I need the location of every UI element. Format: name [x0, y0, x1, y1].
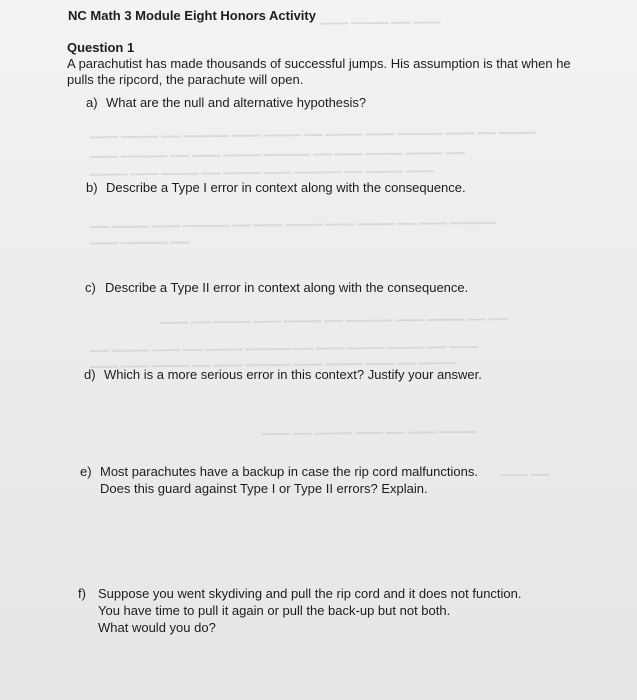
item-text: Which is a more serious error in this context? Justify your answer.: [104, 367, 482, 382]
item-text-line: You have time to pull it again or pull the back-up but not both.: [98, 603, 451, 618]
question-prompt: A parachutist has made thousands of successful jumps. His assumption is that when he pulls the ripcord, the parachute will open.: [67, 56, 571, 87]
worksheet-title: NC Math 3 Module Eight Honors Activity: [68, 8, 316, 23]
item-label: a): [86, 95, 98, 110]
item-text-line: Does this guard against Type I or Type II errors? Explain.: [100, 481, 428, 496]
item-d: [84, 366, 482, 383]
item-a: [86, 94, 366, 111]
item-text: Describe a Type I error in context along with the consequence.: [106, 180, 466, 195]
item-label: b): [86, 180, 98, 195]
item-label: e): [80, 464, 92, 479]
item-e: [80, 463, 550, 497]
item-text-line: Suppose you went skydiving and pull the rip cord and it does not function.: [98, 586, 522, 601]
bleed-through-texture: ▁▁ ▁▁▁▁ ▁▁▁ ▁▁▁▁▁ ▁▁ ▁▁▁ ▁▁▁▁ ▁▁▁ ▁▁▁▁ ▁▁ ▁▁▁ ▁▁▁▁▁: [89, 209, 496, 229]
item-label: d): [84, 367, 96, 382]
bleed-through-texture: ▁▁ ▁▁▁▁ ▁▁▁ ▁▁ ▁▁▁▁ ▁▁▁▁▁ ▁▁ ▁▁▁ ▁▁▁▁ ▁▁▁▁ ▁▁ ▁▁▁: [89, 333, 478, 353]
item-f: [78, 585, 598, 636]
bleed-through-texture: ▁▁▁ ▁▁▁▁▁ ▁▁: [89, 229, 190, 245]
question-heading: Question 1: [67, 40, 135, 55]
item-label: c): [85, 280, 96, 295]
bleed-through-texture: ▁▁▁ ▁▁▁▁ ▁▁ ▁▁▁▁▁ ▁▁▁ ▁▁▁▁ ▁▁ ▁▁▁▁ ▁▁▁ ▁▁▁▁▁ ▁▁▁ ▁▁ ▁▁▁▁: [89, 119, 537, 139]
item-text: What are the null and alternative hypothesis?: [106, 95, 367, 110]
item-c: [85, 279, 468, 296]
bleed-through-texture: ▁▁▁ ▁▁▁ ▁▁▁▁ ▁▁ ▁▁▁ ▁▁▁▁▁ ▁▁▁ ▁▁▁▁ ▁▁▁ ▁▁ ▁▁▁▁: [89, 350, 456, 368]
item-b: [86, 179, 466, 196]
bleed-through-texture: ▁▁▁ ▁▁▁▁▁ ▁▁ ▁▁▁ ▁▁▁▁ ▁▁▁▁▁ ▁▁ ▁▁▁ ▁▁▁▁ ▁▁▁▁ ▁▁: [89, 140, 465, 158]
bleed-through-texture: ▁▁▁ ▁▁ ▁▁▁▁ ▁▁▁ ▁▁ ▁▁▁ ▁▁▁▁: [261, 418, 476, 436]
bleed-through-texture: ▁▁▁ ▁▁: [499, 461, 550, 477]
item-text-line: What would you do?: [98, 620, 216, 635]
bleed-through-texture: ▁▁▁ ▁▁ ▁▁▁▁ ▁▁▁ ▁▁▁▁ ▁▁ ▁▁▁▁▁ ▁▁▁ ▁▁▁▁ ▁▁ ▁▁: [159, 306, 508, 324]
item-text: Describe a Type II error in context along with the consequence.: [105, 280, 469, 295]
item-text-line: Most parachutes have a backup in case the rip cord malfunctions.: [100, 464, 478, 479]
bleed-through-texture: ▁▁▁▁ ▁▁▁ ▁▁▁▁ ▁▁ ▁▁▁▁ ▁▁▁ ▁▁▁▁▁ ▁▁ ▁▁▁▁ ▁▁▁: [89, 158, 434, 176]
item-label: f): [78, 586, 86, 601]
bleed-through-texture: ▁▁▁ ▁▁▁▁ ▁▁ ▁▁▁: [319, 9, 441, 25]
